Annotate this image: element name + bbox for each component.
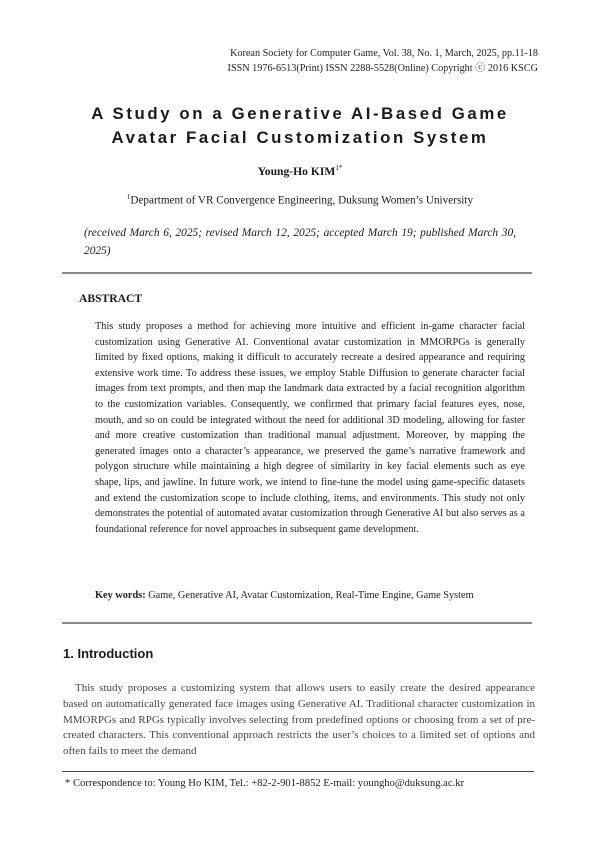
- author-line: [0, 164, 600, 178]
- abstract-heading: ABSTRACT: [79, 292, 143, 305]
- author-name: Young-Ho KIM: [257, 164, 336, 178]
- correspondence-footnote: * Correspondence to: Young Ho KIM, Tel.: +82-2-901-8852 E-mail: youngho@duksung.ac.kr: [65, 778, 465, 789]
- author-marks: 1*: [335, 164, 343, 172]
- introduction-paragraph: [63, 681, 535, 760]
- affiliation-text: Department of VR Convergence Engineering, Duksung Women’s University: [130, 194, 474, 207]
- publication-dates: (received March 6, 2025; revised March 12, 2025; accepted March 19; published March 30, 2025): [84, 227, 516, 257]
- paper-title-line2: Avatar Facial Customization System: [111, 128, 489, 147]
- paper-title-line1: A Study on a Generative AI-Based Game: [91, 104, 509, 123]
- footnote-divider: [62, 771, 534, 772]
- abstract-bottom-divider: [62, 622, 532, 624]
- affiliation-line: [0, 193, 600, 207]
- affiliation-marker: 1: [126, 193, 131, 201]
- top-divider: [62, 272, 532, 274]
- keywords-label: Key words:: [95, 590, 146, 601]
- journal-issn: ISSN 1976-6513(Print) ISSN 2288-5528(Online) Copyright ⓒ 2016 KSCG: [227, 63, 538, 74]
- keywords-line: [95, 590, 525, 601]
- introduction-text: This study proposes a customizing system that allows users to easily create the desired appearance based on automatically generated face images using Generative AI. Traditional character customization in MMORPGs and RPGs typically involves selecting from predefined options or choosing from a set of pre-created characters. This conventional approach restricts the user’s choices to a limited set of options and often fails to meet the demand: [63, 682, 535, 758]
- paper-title: [0, 102, 600, 150]
- abstract-body: This study proposes a method for achieving more intuitive and efficient in-game character facial customization using Generative AI. Conventional avatar customization in MMORPGs is generally limited by fixed options, making it difficult to accurately recreate a desired appearance and requiring extensive work time. To address these issues, we employ Stable Diffusion to generate character facial images from text prompts, and then map the landmark data extracted by a facial recognition algorithm to the customization variables. Consequently, we confirmed that primary facial features eyes, nose, mouth, and so on could be integrated without the need for additional 3D modeling, allowing for faster and more creative customization than traditional manual adjustment. Moreover, by mapping the generated images onto a character’s appearance, we preserved the game’s narrative framework and polygon structure while maintaining a high degree of similarity in key facial elements such as eye shape, lips, and jawline. In future work, we intend to fine-tune the model using game-specific datasets and extend the customization scope to include clothing, items, and environments. This study not only demonstrates the potential of automated avatar customization through Generative AI but also serves as a foundational reference for novel approaches in subsequent game development.: [95, 321, 525, 535]
- journal-header: [228, 46, 538, 76]
- keywords-text: Game, Generative AI, Avatar Customization, Real-Time Engine, Game System: [148, 590, 474, 601]
- section-heading-introduction: 1. Introduction: [63, 646, 154, 661]
- journal-citation: Korean Society for Computer Game, Vol. 38, No. 1, March, 2025, pp.11-18: [230, 48, 538, 59]
